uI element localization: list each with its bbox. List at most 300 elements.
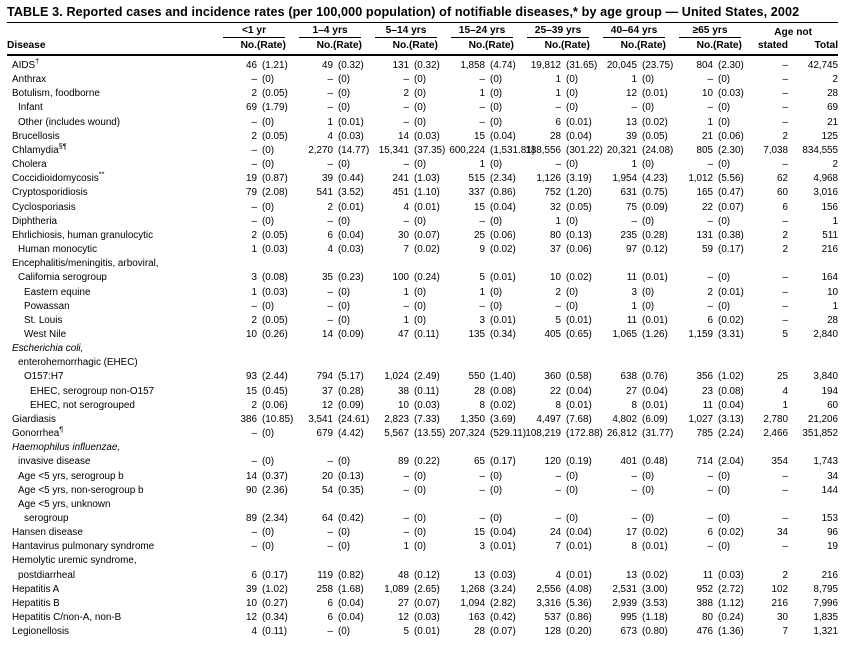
- age-not-stated-cell: 1: [782, 399, 789, 411]
- total-cell: 60: [827, 399, 839, 411]
- rate-cell: (0.03): [338, 130, 364, 142]
- table-row: [7, 300, 838, 314]
- count-cell: 6: [707, 314, 714, 326]
- rate-cell: (2.24): [718, 428, 744, 440]
- rate-cell: (0.24): [718, 612, 744, 624]
- rate-cell: (0.34): [490, 328, 516, 340]
- rate-cell: (0.45): [262, 385, 288, 397]
- age-not-stated-cell: –: [782, 272, 789, 284]
- rate-cell: (0.44): [338, 173, 364, 185]
- rate-cell: (0.35): [338, 484, 364, 496]
- count-cell: 27: [398, 597, 410, 609]
- count-cell: 1: [403, 314, 410, 326]
- rate-cell: (1.79): [262, 102, 288, 114]
- count-cell: 97: [626, 244, 638, 256]
- count-cell: –: [479, 102, 486, 114]
- rate-cell: (0): [718, 102, 731, 114]
- count-cell: –: [403, 116, 410, 128]
- rate-cell: (0.12): [414, 569, 440, 581]
- rate-cell: (1,531.81): [490, 144, 536, 156]
- count-cell: 2: [251, 88, 257, 100]
- age-not-stated-cell: 5: [782, 328, 789, 340]
- rate-cell: (0): [490, 286, 503, 298]
- rate-cell: (0.42): [338, 513, 364, 524]
- rate-cell: (0.17): [718, 244, 744, 256]
- count-cell: 3,541: [308, 413, 334, 425]
- rate-cell: (0): [566, 88, 579, 100]
- rate-cell: (2.30): [718, 144, 744, 156]
- age-not-stated-cell: 2: [782, 130, 789, 142]
- footnote-marker: **: [98, 169, 105, 179]
- count-cell: –: [707, 513, 714, 524]
- rate-cell: (0.65): [566, 328, 592, 340]
- rate-cell: (0.19): [566, 456, 592, 468]
- count-cell: –: [327, 286, 334, 298]
- count-cell: 241: [392, 173, 410, 185]
- age-group-label-1: 1–4 yrs: [299, 23, 361, 38]
- total-cell: 1: [832, 300, 839, 312]
- rate-cell: (0): [566, 513, 579, 524]
- total-cell: 351,852: [802, 428, 839, 440]
- rate-cell: (0.03): [718, 88, 744, 100]
- disease-label: Hepatitis C/non-A, non-B: [12, 612, 122, 624]
- count-cell: 19: [246, 173, 257, 185]
- disease-label: Hemolytic uremic syndrome,: [12, 555, 137, 567]
- count-cell: 1: [631, 74, 638, 86]
- count-cell: –: [251, 116, 257, 128]
- count-cell: 12: [246, 612, 257, 624]
- rate-cell: (1.21): [262, 60, 288, 71]
- rate-cell: (4.74): [490, 60, 516, 71]
- rate-cell: (0.38): [718, 229, 744, 241]
- count-cell: 8: [479, 399, 486, 411]
- disease-label: Hansen disease: [12, 527, 83, 539]
- header-row-groups: [7, 23, 838, 38]
- rate-cell: (0): [642, 74, 655, 86]
- count-cell: 6: [251, 569, 257, 581]
- no-col-header: No.: [292, 38, 333, 55]
- table-row: [7, 441, 838, 455]
- age-not-stated-cell: 2: [782, 229, 789, 241]
- count-cell: 2: [555, 286, 562, 298]
- count-cell: 1,350: [460, 413, 486, 425]
- rate-cell: (0.04): [566, 527, 592, 539]
- count-cell: 79: [246, 187, 257, 199]
- disease-label: AIDS†: [12, 56, 40, 71]
- rate-cell: (3.13): [718, 413, 744, 425]
- total-cell: 4,968: [813, 173, 839, 185]
- count-cell: 6: [707, 527, 714, 539]
- rate-cell: (0.02): [642, 527, 668, 539]
- rate-cell: (0): [262, 300, 275, 312]
- count-cell: 75: [626, 201, 638, 213]
- count-cell: 673: [620, 626, 638, 638]
- count-cell: 27: [626, 385, 638, 397]
- count-cell: 90: [246, 484, 257, 496]
- rate-cell: (0): [718, 470, 731, 482]
- rate-cell: (2.04): [718, 456, 744, 468]
- rate-cell: (0.17): [262, 569, 288, 581]
- rate-cell: (0.09): [338, 399, 364, 411]
- disease-label: Age <5 yrs, non-serogroup b: [18, 484, 144, 496]
- total-cell: 3,840: [813, 371, 839, 383]
- rate-cell: (0.86): [490, 187, 516, 199]
- rate-cell: (0): [414, 527, 427, 539]
- table-row: [7, 427, 838, 441]
- table-row: [7, 512, 838, 526]
- count-cell: 10: [702, 88, 714, 100]
- count-cell: 13: [474, 569, 486, 581]
- rate-cell: (6.09): [642, 413, 668, 425]
- count-cell: 1,126: [536, 173, 562, 185]
- disease-label: Hepatitis A: [12, 583, 60, 595]
- rate-cell: (1.68): [338, 583, 364, 595]
- count-cell: –: [631, 215, 638, 227]
- count-cell: 679: [316, 428, 334, 440]
- disease-label: Cyclosporiasis: [12, 201, 76, 213]
- disease-label: O157:H7: [24, 371, 64, 383]
- rate-cell: (0): [718, 484, 731, 496]
- count-cell: 401: [620, 456, 638, 468]
- rate-cell: (0.03): [262, 244, 288, 256]
- table-row: [7, 583, 838, 597]
- rate-cell: (0.08): [262, 272, 288, 284]
- rate-cell: (0.27): [262, 597, 288, 609]
- count-cell: 1: [327, 116, 334, 128]
- rate-cell: (0.12): [642, 244, 668, 256]
- count-cell: –: [707, 159, 714, 171]
- rate-cell: (0.11): [414, 385, 440, 397]
- count-cell: 11: [702, 569, 714, 581]
- rate-cell: (0.03): [414, 399, 440, 411]
- rate-cell: (3.00): [642, 583, 668, 595]
- disease-label: Age <5 yrs, serogroup b: [18, 470, 124, 482]
- disease-label: enterohemorrhagic (EHEC): [18, 357, 138, 369]
- table-row: [7, 526, 838, 540]
- rate-cell: (0.01): [490, 314, 516, 326]
- table-row: [7, 554, 838, 568]
- count-cell: 32: [550, 201, 562, 213]
- total-cell: 156: [821, 201, 839, 213]
- rate-cell: (0): [718, 300, 731, 312]
- age-not-stated-cell: 60: [777, 187, 789, 199]
- count-cell: 35: [322, 272, 334, 284]
- count-cell: 100: [392, 272, 410, 284]
- no-col-header: No.: [520, 38, 561, 55]
- rate-cell: (0.09): [338, 328, 364, 340]
- count-cell: 22: [550, 385, 562, 397]
- rate-cell: (0): [566, 102, 579, 114]
- disease-label: Legionellosis: [12, 626, 70, 638]
- rate-cell: (0): [414, 470, 427, 482]
- rate-cell: (0.01): [718, 286, 744, 298]
- age-not-stated-cell: 216: [771, 597, 789, 609]
- count-cell: 80: [702, 612, 714, 624]
- count-cell: 631: [620, 187, 638, 199]
- rate-cell: (0.02): [642, 116, 668, 128]
- no-col-header: No.: [672, 38, 713, 55]
- rate-cell: (0): [490, 513, 503, 524]
- rate-cell: (0.20): [566, 626, 592, 638]
- count-cell: 93: [246, 371, 257, 383]
- count-cell: 1,024: [384, 371, 410, 383]
- age-not-stated-cell: 354: [771, 456, 789, 468]
- rate-cell: (1.26): [642, 328, 668, 340]
- age-not-stated-cell: 2: [782, 569, 789, 581]
- table-row: [7, 540, 838, 554]
- disease-label: EHEC, not serogrouped: [30, 399, 135, 411]
- count-cell: –: [403, 102, 410, 114]
- count-cell: 794: [316, 371, 334, 383]
- rate-cell: (0.06): [262, 399, 288, 411]
- count-cell: 47: [398, 328, 410, 340]
- table-row: [7, 243, 838, 257]
- count-cell: 49: [322, 60, 334, 71]
- rate-cell: (0.75): [642, 187, 668, 199]
- count-cell: 804: [696, 60, 714, 71]
- count-cell: –: [631, 470, 638, 482]
- disease-label: Hepatitis B: [12, 597, 60, 609]
- rate-cell: (0.32): [414, 60, 440, 71]
- age-group-label-6: ≥65 yrs: [679, 23, 741, 38]
- count-cell: 128: [544, 626, 562, 638]
- rate-cell: (0): [414, 300, 427, 312]
- count-cell: –: [707, 215, 714, 227]
- age-group-header: [520, 23, 596, 38]
- count-cell: 451: [392, 187, 410, 199]
- rate-cell: (0.02): [414, 244, 440, 256]
- rate-col-header: (Rate): [409, 38, 444, 55]
- count-cell: 23: [702, 385, 714, 397]
- count-cell: 7: [403, 244, 410, 256]
- count-cell: 2: [251, 229, 257, 241]
- rate-cell: (0): [338, 626, 351, 638]
- count-cell: 550: [468, 371, 486, 383]
- table-row: [7, 413, 838, 427]
- rate-cell: (0.01): [566, 116, 592, 128]
- total-cell: 3,016: [813, 187, 839, 199]
- age-not-stated-cell: –: [782, 116, 789, 128]
- count-cell: 3,316: [536, 597, 562, 609]
- count-cell: 21: [702, 130, 714, 142]
- count-cell: 2: [327, 201, 334, 213]
- age-not-stated-cell: 7: [782, 626, 789, 638]
- count-cell: –: [327, 215, 334, 227]
- count-cell: 80: [550, 229, 562, 241]
- rate-cell: (529.11): [490, 428, 527, 440]
- count-cell: 600,224: [449, 144, 486, 156]
- rate-cell: (1.20): [566, 187, 592, 199]
- rate-cell: (0): [490, 470, 503, 482]
- table-row: [7, 370, 838, 384]
- count-cell: 39: [246, 583, 257, 595]
- rate-cell: (37.35): [414, 144, 446, 156]
- rate-cell: (3.24): [490, 583, 516, 595]
- no-col-header: No.: [216, 38, 257, 55]
- count-cell: –: [707, 74, 714, 86]
- count-cell: 8: [631, 399, 638, 411]
- footnote-marker: ¶: [59, 424, 64, 434]
- count-cell: –: [555, 102, 562, 114]
- disease-label: Encephalitis/meningitis, arboviral,: [12, 258, 159, 270]
- count-cell: 11: [626, 272, 638, 284]
- rate-cell: (0.01): [338, 116, 364, 128]
- count-cell: –: [707, 470, 714, 482]
- rate-cell: (2.49): [414, 371, 440, 383]
- rate-cell: (2.82): [490, 597, 516, 609]
- rate-cell: (0): [642, 300, 655, 312]
- count-cell: 37: [322, 385, 334, 397]
- rate-cell: (0): [414, 314, 427, 326]
- total-cell: 216: [821, 569, 839, 581]
- count-cell: 356: [696, 371, 714, 383]
- count-cell: 6: [555, 116, 562, 128]
- age-not-stated-cell: –: [782, 74, 789, 86]
- count-cell: 89: [398, 456, 410, 468]
- rate-cell: (0.02): [718, 314, 744, 326]
- count-cell: 207,324: [449, 428, 486, 440]
- count-cell: 22: [702, 201, 714, 213]
- rate-cell: (0.04): [338, 229, 364, 241]
- count-cell: 28: [474, 385, 486, 397]
- count-cell: 4: [327, 244, 334, 256]
- rate-cell: (0): [262, 215, 275, 227]
- age-not-header: Age not: [774, 27, 813, 38]
- rate-cell: (0.03): [414, 130, 440, 142]
- rate-cell: (0): [262, 74, 275, 86]
- rate-cell: (301.22): [566, 144, 603, 156]
- count-cell: 1: [403, 541, 410, 553]
- age-not-stated-cell: –: [782, 314, 789, 326]
- rate-cell: (0.23): [338, 272, 364, 284]
- rate-cell: (3.31): [718, 328, 744, 340]
- rate-cell: (0): [642, 286, 655, 298]
- rate-cell: (0.03): [262, 286, 288, 298]
- table-header: [7, 23, 838, 55]
- count-cell: 2,823: [384, 413, 410, 425]
- table-row: [7, 101, 838, 115]
- total-cell: 10: [827, 286, 839, 298]
- rate-cell: (0): [490, 215, 503, 227]
- count-cell: 388: [696, 597, 714, 609]
- rate-cell: (0.07): [414, 229, 440, 241]
- disease-label: Gonorrhea¶: [12, 424, 64, 440]
- rate-cell: (0): [262, 144, 275, 156]
- rate-cell: (2.65): [414, 583, 440, 595]
- rate-cell: (0): [338, 286, 351, 298]
- count-cell: –: [479, 470, 486, 482]
- count-cell: 235: [620, 229, 638, 241]
- count-cell: 1,268: [460, 583, 486, 595]
- age-group-header: [368, 23, 444, 38]
- age-group-label-2: 5–14 yrs: [375, 23, 437, 38]
- count-cell: 20: [322, 470, 334, 482]
- rate-cell: (7.68): [566, 413, 592, 425]
- rate-cell: (0): [566, 286, 579, 298]
- rate-cell: (4.23): [642, 173, 668, 185]
- count-cell: 39: [626, 130, 638, 142]
- header-row-columns: [7, 38, 838, 55]
- rate-col-header: (Rate): [257, 38, 292, 55]
- table-row: [7, 87, 838, 101]
- empty-cells: [216, 554, 838, 568]
- rate-cell: (0.03): [338, 244, 364, 256]
- count-cell: –: [403, 484, 410, 496]
- age-not-stated-cell: 2: [782, 244, 789, 256]
- count-cell: –: [631, 513, 638, 524]
- age-not-stated-cell: –: [782, 300, 789, 312]
- rate-cell: (0.01): [566, 314, 592, 326]
- rate-cell: (0.04): [718, 399, 744, 411]
- count-cell: 26,812: [606, 428, 638, 440]
- rate-cell: (0.01): [566, 569, 592, 581]
- count-cell: 69: [246, 102, 257, 114]
- rate-cell: (0.01): [642, 314, 668, 326]
- count-cell: 10: [246, 597, 257, 609]
- rate-cell: (1.03): [414, 173, 440, 185]
- count-cell: 19,812: [530, 60, 562, 71]
- count-cell: 8: [631, 541, 638, 553]
- count-cell: 10: [550, 272, 562, 284]
- table-row: [7, 328, 838, 342]
- count-cell: 135: [468, 328, 486, 340]
- age-not-stated-cell: –: [782, 102, 789, 114]
- empty-cells: [216, 342, 838, 356]
- rate-cell: (7.33): [414, 413, 440, 425]
- age-not-stated-cell: –: [782, 60, 789, 71]
- total-cell: 28: [827, 314, 839, 326]
- rate-cell: (0): [642, 215, 655, 227]
- total-cell: 2,840: [813, 328, 839, 340]
- count-cell: –: [403, 159, 410, 171]
- count-cell: 4: [327, 130, 334, 142]
- rate-cell: (0.34): [262, 612, 288, 624]
- count-cell: 108,219: [525, 428, 562, 440]
- age-group-label-5: 40–64 yrs: [603, 23, 665, 38]
- rate-cell: (0): [566, 300, 579, 312]
- rate-cell: (172.88): [566, 428, 603, 440]
- rate-cell: (2.36): [262, 484, 288, 496]
- count-cell: 386: [240, 413, 257, 425]
- disease-label: Botulism, foodborne: [12, 88, 100, 100]
- count-cell: –: [555, 513, 562, 524]
- table-body: [7, 55, 838, 639]
- rate-cell: (0.24): [414, 272, 440, 284]
- count-cell: 2: [251, 399, 257, 411]
- count-cell: 119: [317, 569, 334, 581]
- rate-cell: (3.19): [566, 173, 592, 185]
- count-cell: –: [327, 527, 334, 539]
- rate-cell: (0.86): [566, 612, 592, 624]
- rate-cell: (0): [642, 470, 655, 482]
- count-cell: –: [327, 102, 334, 114]
- count-cell: –: [327, 159, 334, 171]
- total-cell: 1,743: [813, 456, 839, 468]
- count-cell: 258: [316, 583, 334, 595]
- rate-cell: (0.47): [718, 187, 744, 199]
- rate-cell: (0.01): [414, 626, 440, 638]
- table-row: [7, 201, 838, 215]
- rate-cell: (0.42): [490, 612, 516, 624]
- count-cell: 4: [403, 201, 410, 213]
- count-cell: –: [403, 470, 410, 482]
- count-cell: –: [327, 541, 334, 553]
- rate-cell: (1.12): [718, 597, 744, 609]
- table-row: [7, 215, 838, 229]
- rate-cell: (0.32): [338, 60, 364, 71]
- rate-cell: (0): [414, 215, 427, 227]
- count-cell: 515: [468, 173, 486, 185]
